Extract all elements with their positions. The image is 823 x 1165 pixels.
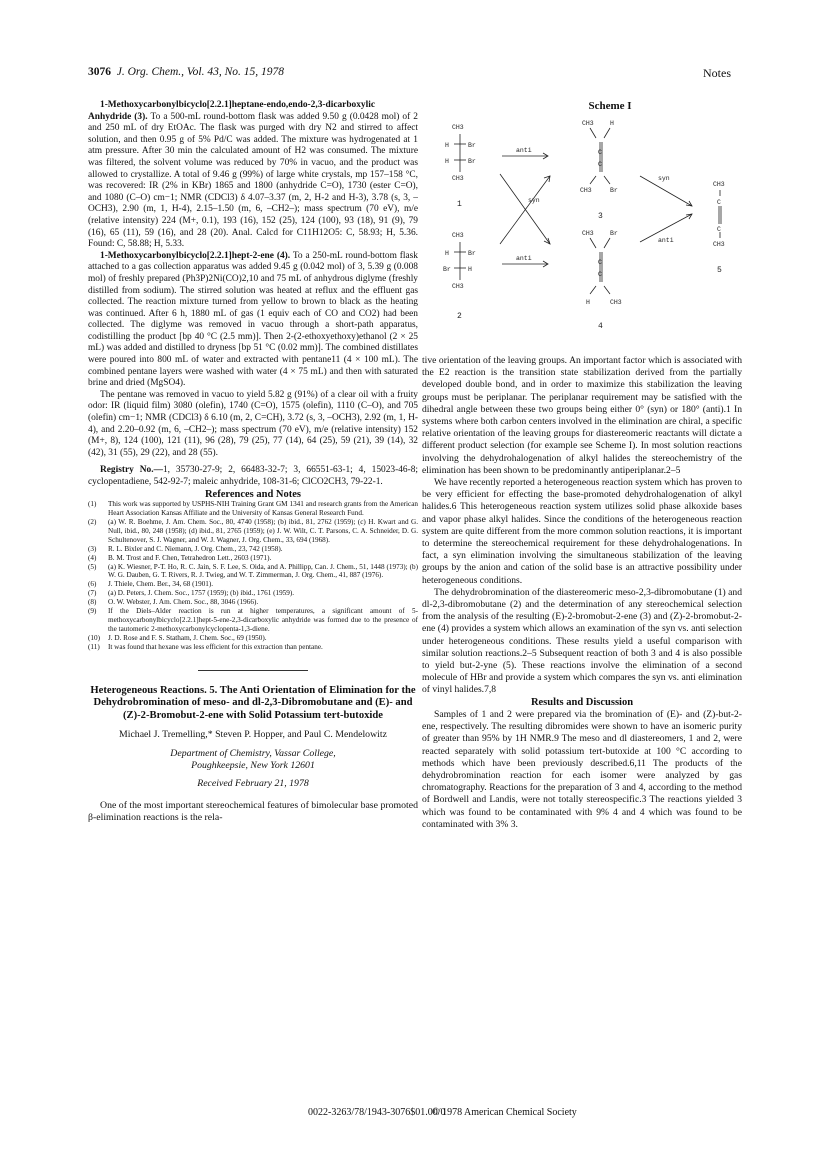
left-column [88,100,418,824]
reference-number: (11) [88,642,100,651]
bond [604,176,610,184]
scheme-title: Scheme I [588,100,632,112]
label-h: H [586,299,590,306]
reference-item [88,518,418,545]
label-c: C [598,161,602,168]
reference-text: This work was supported by USPHS-NIH Training Grant GM 1341 and research grants from the American Heart Association Kansas Affiliate and the University of Kansas General Research Fund. [108,500,418,518]
reference-text: B. M. Trost and F. Chen, Tetrahedron Lett., 2603 (1971). [108,553,272,562]
compound-number-4: 4 [598,322,603,331]
label-br: Br [468,250,476,257]
label-ch3: CH3 [582,230,594,237]
body-paragraph-4: Samples of 1 and 2 were prepared via the bromination of (E)- and (Z)-but-2-ene, respectively. The resulting dibromides were shown to have an isomeric purity of greater than 95% by 1H NMR.9 The meso and dl diastereomers, 1 and 2, were reacted separately with solid potassium tert-butoxide at 100 °C according to methods which have been previously described.6,11 The products of the dehydrobromination reaction for each isomer were analyzed by gas chromatography. Reactions for the preparation of 3 and 4, according to the method of Bordwell and Landis, were not totally stereospecific.3 The reactions yielded 3 which was found to be contaminated with 9% 4 and 4 which was found to be contaminated with 3% 3. [422,708,742,830]
compound-number-3: 3 [598,212,603,221]
label-c: C [598,271,602,278]
reference-item [88,554,418,563]
label-br: Br [610,187,618,194]
reference-item [88,580,418,589]
compound-3-body: To a 500-mL round-bottom flask was added 9.50 g (0.0428 mol) of 2 and 250 mL of dry EtOAc. The flask was purged with dry N2 and stirred to affect solution, and then 0.95 g of 5% Pd/C was added. The mixture was hydrogenated at 1 atm pressure. After 30 min the calculated amount of H2 was consumed. The mixture was filtered, the solvent volume was reduced by 70% in vacuo, and the product was allowed to crystallize. A total of 9.46 g (99%) of large white crystals, mp 157–158 °C, was recovered: IR (2% in KBr) 1865 and 1800 (anhydride C=O), 1730 (ester C=O), and 1080 (C–O) cm−1; NMR (CDCl3) δ 4.07–3.37 (m, 2, H-2 and H-3), 3.78 (s, 3, –OCH3), 2.90 (m, 1, H-4), 2.15–1.50 (m, 6, –CH2–); mass spectrum (70 eV), m/e (relative intensity) 224 (M+, 0.1), 193 (16), 152 (25), 124 (100), 93 (18), 91 (9), 79 (16), 65 (11), 59 (16), and 28 (20). Anal. Calcd for C11H12O5: C, 58.93; H, 5.36. Found: C, 58.88; H, 5.33. [88,111,418,250]
body-paragraph-3: The dehydrobromination of the diastereomeric meso-2,3-dibromobutane (1) and dl-2,3-dibromobutane (2) and the determination of any stereochemical selection from the analysis of the resulting (E)-2-bromobut-2-ene (3) and (Z)-2-bromobut-2-ene (4) provides a system which allows an examination of the syn vs. anti selection under heterogeneous conditions. These results yield a useful comparison with similar solution reactions.2–5 Subsequent reaction of both 3 and 4 is also possible to yield but-2-yne (5). These reactions involve the elimination of a second molecule of HBr and provide a system which compares the syn vs. anti elimination of vinyl halides.7,8 [422,586,742,696]
compound-number-2: 2 [457,312,462,321]
reference-number: (2) [88,518,97,526]
bond [604,286,610,294]
reference-number: (9) [88,607,97,616]
footer-code: 0022-3263/78/1943-3076$01.00/0 [308,1107,446,1118]
reference-text: (a) K. Wiesner, P-T. Ho, R. C. Jain, S. F. Lee, S. Oida, and A. Phillipp, Can. J. Chem., 51, 1448 (1973); (b) W. G. Dauben, G. T. Rivers, R. J. Twieg, and W. T. Zimmerman, J. Org. Chem., 41, 887 (1976). [108,562,418,580]
reference-number: (5) [88,562,97,571]
bond [590,128,596,138]
reference-text: O. W. Webster, J. Am. Chem. Soc., 88, 3046 (1966). [108,598,259,607]
label-c: C [717,226,721,233]
compound-3-title: 1-Methoxycarbonylbicyclo[2.2.1]heptane-endo,endo-2,3-dicarboxylic Anhydride (3). [88,100,375,122]
reference-item [88,563,418,581]
reference-text: J. D. Rose and F. S. Statham, J. Chem. Soc., 69 (1950). [108,633,267,642]
label-c: C [717,199,721,206]
reference-item [88,643,418,652]
bond [604,128,610,138]
page-number: 3076 [88,66,111,78]
body-paragraph-2: We have recently reported a heterogeneous reaction system which has proven to be very efficient for effecting the base-promoted dehydrohalogenation of alkyl halides.6 This heterogeneous reaction system utilizes solid phase alkoxide bases and vapor phase alkyl halides. Since the conditions of the heterogeneous reaction system are quite different from the more common solution reactions, it is important to determine the stereochemical requirement for these dehydrohalogenations. In fact, a syn elimination involving the simultaneous stabilization of the leaving groups by the anion and cation of the solid base is an attractive possibility under heterogeneous conditions. [422,477,742,586]
running-header [88,66,284,78]
reference-item [88,598,418,607]
label-anti: anti [516,147,532,154]
authors: Michael J. Tremelling,* Steven P. Hopper, and Paul C. Mendelowitz [119,729,387,741]
label-ch3: CH3 [452,232,464,239]
affiliation-address: Poughkeepsie, New York 12601 [191,759,315,771]
label-ch3: CH3 [582,120,594,127]
reference-number: (4) [88,553,97,562]
label-h: H [445,158,449,165]
reference-number: (6) [88,580,97,589]
label-syn: syn [658,175,670,182]
label-anti: anti [516,255,532,262]
label-br: Br [443,266,451,273]
reference-text: (a) D. Peters, J. Chem. Soc., 1757 (1959); (b) ibid., 1761 (1959). [108,589,295,598]
reference-text: R. L. Bixler and C. Niemann, J. Org. Chem., 23, 742 (1958). [108,544,283,553]
label-ch3: CH3 [452,175,464,182]
reference-text: If the Diels–Alder reaction is run at higher temperatures, a significant amount of 5-methoxycarbonylbicyclo[2.2.1]hept-5-ene-2,3-dicarboxylic anhydride was formed due to the presence of the tautomeric 2-methoxycarbonylcyclopenta-1,3-diene. [108,607,418,633]
label-br: Br [610,230,618,237]
reference-text: J. Thiele, Chem. Ber., 34, 68 (1901). [108,580,214,589]
label-br: Br [468,158,476,165]
label-ch3: CH3 [610,299,622,306]
reference-item [88,634,418,643]
intro-paragraph: One of the most important stereochemical features of bimolecular base promoted β-elimination reactions is the rela- [88,799,418,823]
reference-item [88,545,418,554]
reference-number: (7) [88,589,97,598]
label-br: Br [468,142,476,149]
right-column [422,355,742,831]
label-h: H [610,120,614,127]
label-ch3: CH3 [580,187,592,194]
compound-number-5: 5 [717,266,722,275]
label-h: H [468,266,472,273]
label-c: C [598,259,602,266]
journal-citation: J. Org. Chem., Vol. 43, No. 15, 1978 [116,66,285,78]
bond [590,286,596,294]
article-divider [198,670,308,671]
reference-number: (1) [88,500,97,509]
label-ch3: CH3 [452,283,464,290]
label-ch3: CH3 [452,124,464,131]
label-h: H [445,250,449,257]
compound-4-body: To a 250-mL round-bottom flask attached to a gas collection apparatus was added 9.45 g (0.042 mol) of 3, 5.39 g (0.008 mol) of freshly prepared (Ph3P)2Ni(CO)2,10 and 75 mL of anhydrous diglyme (freshly distilled from sodium). The stirred solution was heated at reflux and the effluent gas collected. The reaction mixture turned from yellow to brown to black as the heating was continued. After 6 h, 1880 mL of gas (1 equiv each of CO and CO2) had been collected. The diglyme was removed in vacuo through a short-path apparatus, codistilling the product [bp 40 °C (2.5 mm)]. Then 2-(2-ethoxyethoxy)ethanol (2 × 25 mL) was added and distilled to dryness [bp 51 °C (0.02 mm)]. The combined distillates were poured into 800 mL of water and extracted with pentane11 (4 × 100 mL). The combined pentane layers were washed with water (4 × 75 mL) and then with saturated brine and dried (MgSO4). [88,250,418,389]
reference-item [88,589,418,598]
reference-text: It was found that hexane was less efficient for this extraction than pentane. [108,642,323,651]
registry-numbers: 1, 35730-27-9; 2, 66483-32-7; 3, 66551-63-1; 4, 15023-46-8; cyclopentadiene, 542-92-7; maleic anhydride, 108-31-6; ClCO2CH3, 79-22-1. [88,465,418,487]
received-date: Received February 21, 1978 [197,778,309,790]
label-anti: anti [658,237,674,244]
label-ch3: CH3 [713,241,725,248]
body-paragraph-1: tive orientation of the leaving groups. An important factor which is associated with the E2 reaction is the transition state stabilization derived from the partially developed double bond, and in order to maximize this stabilization the leaving groups must be periplanar. The periplanar requirement may be satisfied with the dihedral angle between these two groups being either 0° (syn) or 180° (anti).1 In systems where both carbon centers involved in the elimination are chiral, a specific relative orientation of the leaving groups for diastereomeric reactants will dictate a different product selection (for example see Scheme I). In most solution reactions involving the dehydrohalogenation of alkyl halides the stereochemistry of the elimination has been shown to be predominantly antiperiplanar.2–5 [422,355,742,476]
reference-text: (a) W. R. Boehme, J. Am. Chem. Soc., 80, 4740 (1958); (b) ibid., 81, 2762 (1959); (c) H. Kwart and G. Null, ibid., 80, 248 (1958); (d) ibid., 81, 2765 (1959); (e) J. W. Wilt, C. T. Parsons, C. A. Schneider, D. G. Schultenover, S. J. Wagner, and W. J. Wagner, J. Org. Chem., 33, 694 (1968). [108,518,418,544]
reference-item [88,500,418,518]
affiliation-department: Department of Chemistry, Vassar College, [170,747,336,759]
footer-copyright: © 1978 American Chemical Society [432,1107,577,1118]
results-heading: Results and Discussion [530,696,634,708]
compound-4-yield: The pentane was removed in vacuo to yield 5.82 g (91%) of a clear oil with a fruity odor: IR (liquid film) 3080 (olefin), 1740 (C=O), 1575 (olefin), 1110 (C–O), and 705 (olefin) cm−1; NMR (CDCl3) δ 6.10 (m, 2, C=CH), 3.72 (s, 3, –OCH3), 2.92 (m, 1, H-4), and 2.20–0.92 (m, 6, –CH2–); mass spectrum (70 eV), m/e (relative intensity) 152 (M+, 8), 124 (100), 121 (11), 96 (28), 79 (25), 77 (14), 64 (25), 59 (21), 39 (14), 32 (42), 31 (55), 29 (22), and 28 (55). [88,389,418,458]
scheme-diagram [430,114,750,354]
article-title: Heterogeneous Reactions. 5. The Anti Orientation of Elimination for the Dehydrobromination of meso- and dl-2,3-Dibromobutane and (E)- and (Z)-2-Bromobut-2-ene with Solid Potassium tert-butoxide [90,684,416,721]
references-heading: References and Notes [204,488,302,500]
bond [590,238,596,248]
label-h: H [445,142,449,149]
references-list [88,500,418,651]
registry-label: Registry No.— [100,465,163,476]
label-ch3: CH3 [713,181,725,188]
reference-number: (8) [88,598,97,607]
label-syn: syn [528,197,540,204]
reference-item [88,607,418,634]
bond [590,176,596,184]
reference-number: (3) [88,544,97,553]
compound-4-title: 1-Methoxycarbonylbicyclo[2.2.1]hept-2-ene (4). [100,250,291,261]
section-label: Notes [703,66,731,80]
label-c: C [598,149,602,156]
compound-number-1: 1 [457,200,462,209]
bond [604,238,610,248]
reference-number: (10) [88,633,100,642]
